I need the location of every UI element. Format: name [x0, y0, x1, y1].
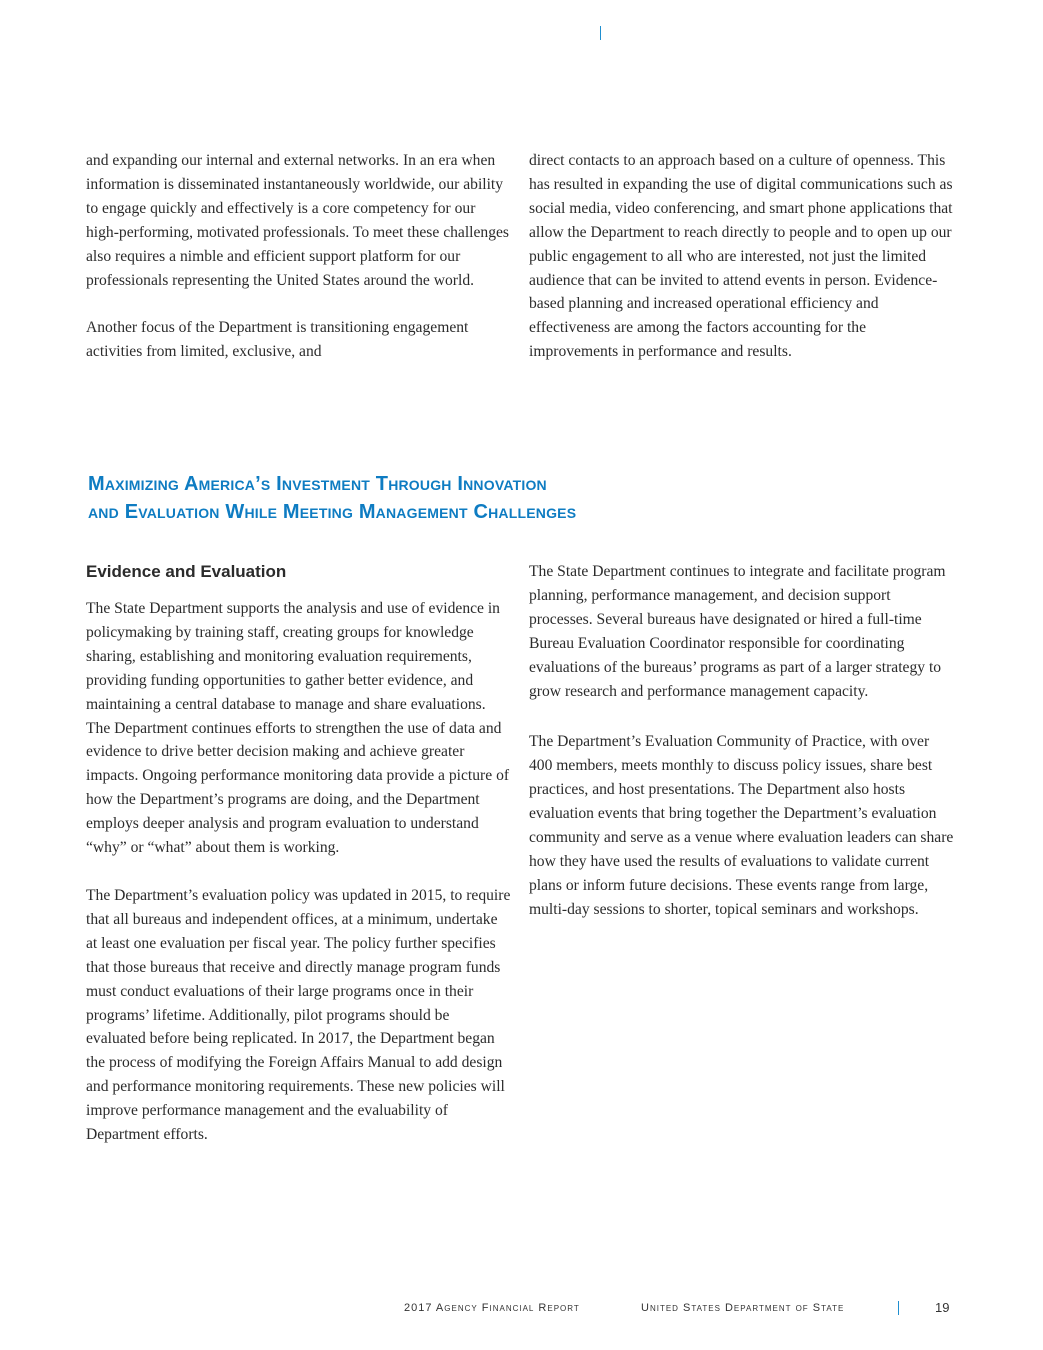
page-number: 19: [935, 1300, 950, 1315]
body-paragraph: The Department’s Evaluation Community of Practice, with over 400 members, meets monthly to discuss policy issues, share best practices, and host presentations. The Department also hosts evaluation events that bring together the Department’s evaluation community and serve as a venue where evaluation leaders can share how they have used the results of evaluations to validate current plans or inform future decisions. These events range from large, multi-day sessions to shorter, topical seminars and workshops.: [529, 733, 954, 918]
footer-department: United States Department of State: [641, 1302, 845, 1314]
body-paragraph: and expanding our internal and external networks. In an era when information is disseminated instantaneously worldwide, our ability to engage quickly and effectively is a core competency for our high-performing, motivated professionals. To meet these challenges also requires a nimble and efficient support platform for our professionals representing the United States around the world.: [86, 152, 510, 289]
footer-report-title: 2017 Agency Financial Report: [404, 1302, 580, 1314]
section-heading: [88, 470, 888, 526]
section-heading-line-1: Maximizing America’s Investment Through Innovation: [88, 473, 547, 495]
lower-left-column: [86, 560, 511, 1147]
footer-divider: [898, 1301, 899, 1315]
body-paragraph: The State Department continues to integrate and facilitate program planning, performance management, and decision support processes. Several bureaus have designated or hired a full-time Bureau Evaluation Coordinator responsible for coordinating evaluations of the bureaus’ programs as part of a larger strategy to grow research and performance management capacity.: [529, 563, 946, 700]
body-paragraph: The Department’s evaluation policy was updated in 2015, to require that all bureaus and independent offices, at a minimum, undertake at least one evaluation per fiscal year. The policy further specifies that those bureaus that receive and directly manage program funds must conduct evaluations of their large programs once in their programs’ lifetime. Additionally, pilot programs should be evaluated before being replicated. In 2017, the Department began the process of modifying the Foreign Affairs Manual to add design and performance monitoring requirements. These new policies will improve performance management and the evaluability of Department efforts.: [86, 886, 511, 1144]
body-paragraph: direct contacts to an approach based on a culture of openness. This has resulted in expanding the use of digital communications such as social media, video conferencing, and smart phone applications that allow the Department to reach directly to people and to open up our public engagement to all who are interested, not just the limited audience that can be invited to attend events in person. Evidence-based planning and increased operational efficiency and effectiveness are among the factors accounting for the improvements in performance and results.: [529, 152, 953, 361]
lower-right-column: [529, 560, 954, 922]
section-heading-line-2: and Evaluation While Meeting Management Challenges: [88, 501, 577, 523]
top-left-column: [86, 149, 511, 364]
page-footer: [0, 1300, 1043, 1320]
body-paragraph: The State Department supports the analysis and use of evidence in policymaking by training staff, creating groups for knowledge sharing, establishing and monitoring evaluation requirements, providing funding opportunities to gather better evidence, and maintaining a central database to manage and share evaluations. The Department continues efforts to strengthen the use of data and evidence to drive better decision making and achieve greater impacts. Ongoing performance monitoring data provide a picture of how the Department’s programs are doing, and the Department employs deeper analysis and program evaluation to understand “why” or “what” about them is working.: [86, 600, 510, 857]
subheading: Evidence and Evaluation: [86, 562, 287, 581]
header-divider: [600, 26, 601, 40]
body-paragraph: Another focus of the Department is transitioning engagement activities from limited, exclusive, and: [86, 319, 469, 361]
top-right-column: [529, 149, 954, 364]
